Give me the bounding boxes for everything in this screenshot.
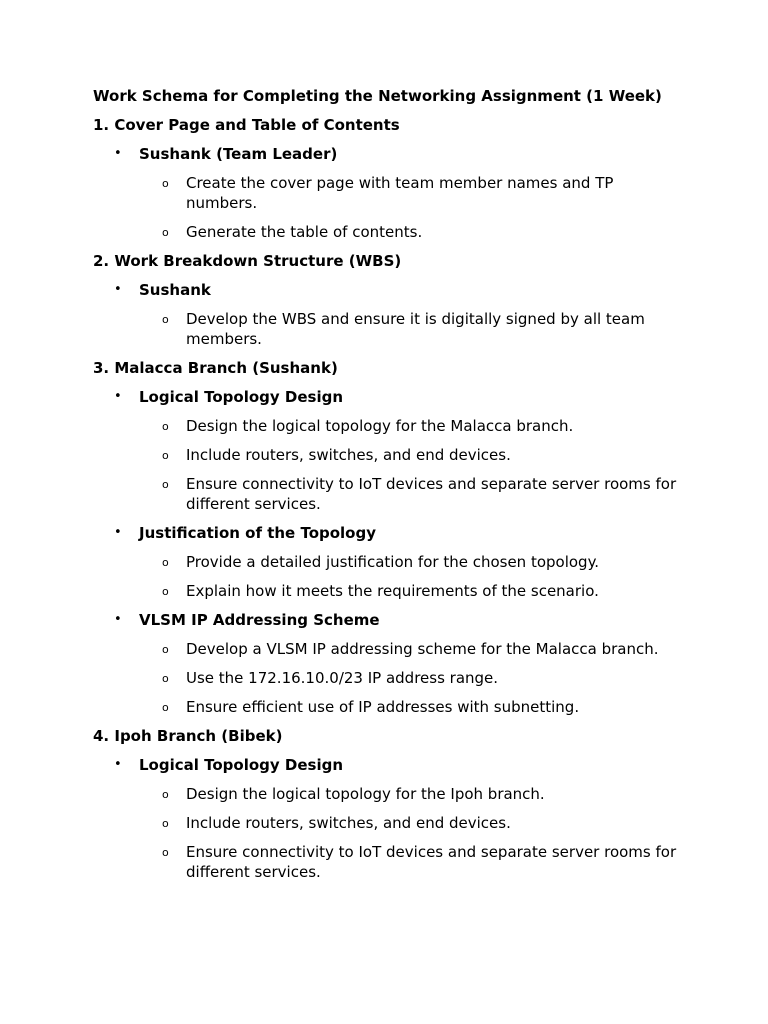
list-item xyxy=(93,445,683,465)
group-label xyxy=(93,523,683,543)
circle-bullet-icon: o xyxy=(162,672,169,685)
bullet-icon: • xyxy=(114,612,122,627)
section-heading: 2. Work Breakdown Structure (WBS) xyxy=(93,252,402,270)
list-item xyxy=(93,581,683,601)
list-item xyxy=(93,474,683,514)
list-item-text: Use the 172.16.10.0/23 IP address range. xyxy=(186,669,499,687)
bullet-icon: • xyxy=(114,282,122,297)
circle-bullet-icon: o xyxy=(162,817,169,830)
group-label xyxy=(93,144,683,164)
list-item-text: Ensure connectivity to IoT devices and separate server rooms for different services. xyxy=(186,843,677,881)
list-item xyxy=(93,784,683,804)
list-item-text: Ensure efficient use of IP addresses with subnetting. xyxy=(186,698,580,716)
circle-bullet-icon: o xyxy=(162,643,169,656)
list-item-text: Develop the WBS and ensure it is digitally signed by all team members. xyxy=(186,310,645,348)
circle-bullet-icon: o xyxy=(162,226,169,239)
section-cover-page xyxy=(93,115,683,242)
list-item-text: Design the logical topology for the Ipoh branch. xyxy=(186,785,545,803)
list-item-text: Design the logical topology for the Malacca branch. xyxy=(186,417,574,435)
group-label xyxy=(93,755,683,775)
circle-bullet-icon: o xyxy=(162,177,169,190)
group-label-text: Sushank (Team Leader) xyxy=(139,145,338,163)
circle-bullet-icon: o xyxy=(162,846,169,859)
circle-bullet-icon: o xyxy=(162,585,169,598)
list-item xyxy=(93,552,683,572)
list-item-text: Create the cover page with team member names and TP numbers. xyxy=(186,174,614,212)
list-item xyxy=(93,222,683,242)
group-label-text: VLSM IP Addressing Scheme xyxy=(139,611,380,629)
list-item xyxy=(93,842,683,882)
document-page xyxy=(93,86,683,891)
bullet-icon: • xyxy=(114,146,122,161)
group-label-text: Justification of the Topology xyxy=(139,524,376,542)
group-label-text: Logical Topology Design xyxy=(139,756,344,774)
section-ipoh-branch xyxy=(93,726,683,882)
group-label xyxy=(93,280,683,300)
circle-bullet-icon: o xyxy=(162,478,169,491)
section-heading: 3. Malacca Branch (Sushank) xyxy=(93,359,338,377)
list-item-text: Generate the table of contents. xyxy=(186,223,423,241)
bullet-icon: • xyxy=(114,525,122,540)
group-label-text: Sushank xyxy=(139,281,211,299)
group-label-text: Logical Topology Design xyxy=(139,388,344,406)
bullet-icon: • xyxy=(114,389,122,404)
list-item-text: Ensure connectivity to IoT devices and separate server rooms for different services. xyxy=(186,475,677,513)
section-wbs xyxy=(93,251,683,349)
list-item xyxy=(93,416,683,436)
circle-bullet-icon: o xyxy=(162,420,169,433)
list-item xyxy=(93,639,683,659)
circle-bullet-icon: o xyxy=(162,313,169,326)
list-item-text: Develop a VLSM IP addressing scheme for the Malacca branch. xyxy=(186,640,659,658)
list-item-text: Explain how it meets the requirements of the scenario. xyxy=(186,582,599,600)
list-item xyxy=(93,697,683,717)
circle-bullet-icon: o xyxy=(162,788,169,801)
list-item xyxy=(93,309,683,349)
list-item-text: Include routers, switches, and end devices. xyxy=(186,446,511,464)
document-title: Work Schema for Completing the Networking Assignment (1 Week) xyxy=(93,87,662,105)
bullet-icon: • xyxy=(114,757,122,772)
section-heading: 4. Ipoh Branch (Bibek) xyxy=(93,727,283,745)
list-item xyxy=(93,173,683,213)
list-item-text: Provide a detailed justification for the chosen topology. xyxy=(186,553,600,571)
circle-bullet-icon: o xyxy=(162,556,169,569)
section-malacca-branch xyxy=(93,358,683,717)
section-heading: 1. Cover Page and Table of Contents xyxy=(93,116,400,134)
list-item xyxy=(93,668,683,688)
circle-bullet-icon: o xyxy=(162,449,169,462)
list-item-text: Include routers, switches, and end devices. xyxy=(186,814,511,832)
circle-bullet-icon: o xyxy=(162,701,169,714)
list-item xyxy=(93,813,683,833)
group-label xyxy=(93,387,683,407)
group-label xyxy=(93,610,683,630)
